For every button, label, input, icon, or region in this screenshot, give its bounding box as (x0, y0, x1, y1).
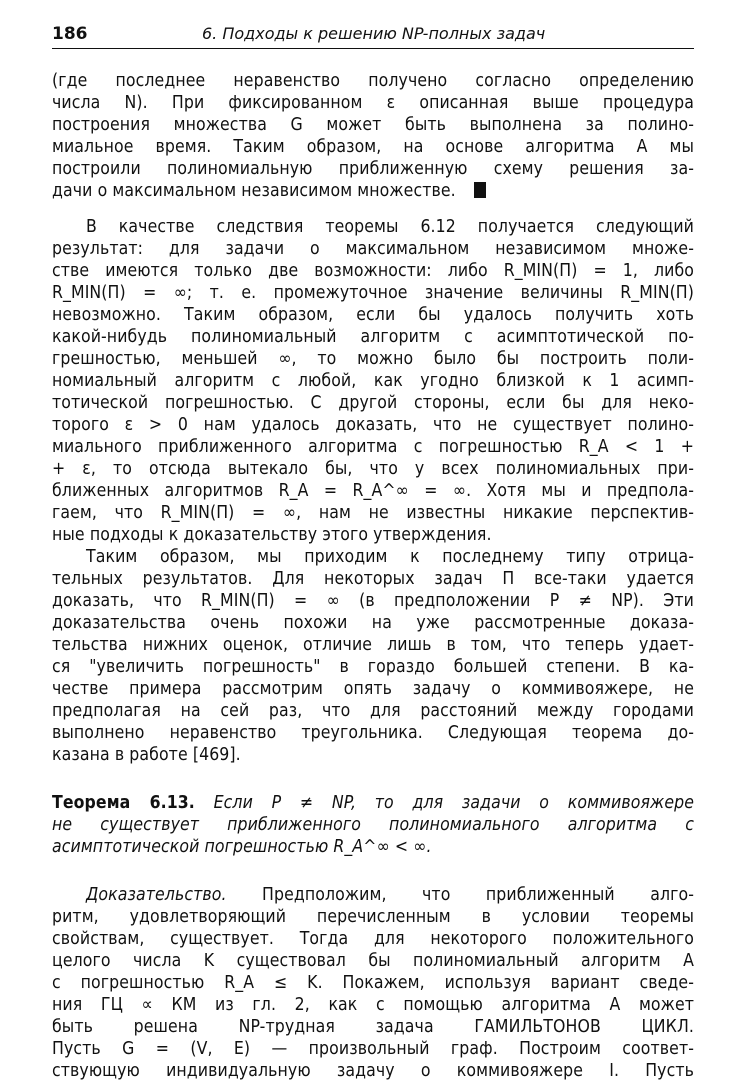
text-line: числа N). При фиксированном ε описанная выше процедура (52, 93, 694, 113)
text-line: ритм, удовлетворяющий перечисленным в условии теоремы (52, 907, 694, 927)
paragraph-2 (52, 216, 694, 546)
text-line: грешностью, меньшей ∞, то можно было бы построить поли- (52, 349, 694, 369)
text-line: доказательства очень похожи на уже рассмотренные доказа- (52, 613, 694, 633)
text-line: тельства нижних оценок, отличие лишь в том, что теперь удает- (52, 635, 694, 655)
text-line: свойствам, существует. Тогда для некоторого положительного (52, 929, 694, 949)
text-line: + ε, то отсюда вытекало бы, что у всех полиномиальных при- (52, 459, 694, 479)
text-line: (где последнее неравенство получено согласно определению (52, 71, 694, 91)
text-line: Если P ≠ NP, то для задачи о коммивояжере (213, 793, 695, 813)
text-line: ближенных алгоритмов R_A = R_A^∞ = ∞. Хотя мы и предпола- (52, 481, 694, 501)
text-line: торого ε > 0 нам удалось доказать, что не существует полино- (52, 415, 694, 435)
text-line: построения множества G может быть выполнена за полино- (52, 115, 694, 135)
page-header (52, 20, 694, 52)
text-line: стве имеются только две возможности: либо R_MIN(Π) = 1, либо (52, 261, 694, 281)
text-line: быть решена NP-трудная задача ГАМИЛЬТОНОВ ЦИКЛ. (52, 1017, 694, 1037)
qed-square-icon (474, 182, 486, 198)
text-line: тотической погрешностью. С другой стороны, если бы для неко- (52, 393, 694, 413)
paragraph-1 (52, 70, 694, 202)
proof-first-line (52, 884, 694, 906)
text-line-with-qed (52, 180, 694, 202)
proof (52, 884, 694, 1082)
section-gap (52, 766, 694, 792)
text-line: невозможно. Таким образом, если бы удалось получить хоть (52, 305, 694, 325)
text-line: построили полиномиальную приближенную схему решения за- (52, 159, 694, 179)
paragraph-3 (52, 546, 694, 766)
text-line: какой-нибудь полиномиальный алгоритм с асимптотической по- (52, 327, 694, 347)
text-line: миальное время. Таким образом, на основе алгоритма A мы (52, 137, 694, 157)
text-line: Предположим, что приближенный алго- (262, 885, 694, 905)
text-line: R_MIN(Π) = ∞; т. е. промежуточное значение величины R_MIN(Π) (52, 283, 694, 303)
proof-title: Доказательство. (86, 885, 227, 905)
text-line: миального приближенного алгоритма с погрешностью R_A < 1 + (52, 437, 694, 457)
text-line: номиальный алгоритм с любой, как угодно близкой к 1 асимп- (52, 371, 694, 391)
text-line: ся "увеличить погрешность" в гораздо большей степени. В ка- (52, 657, 694, 677)
text-line: ные подходы к доказательству этого утверждения. (52, 525, 492, 545)
text-line: честве примера рассмотрим опять задачу о коммивояжере, не (52, 679, 694, 699)
text-line: В качестве следствия теоремы 6.12 получается следующий (86, 217, 694, 237)
running-head: 6. Подходы к решению NP-полных задач (202, 24, 546, 43)
text-line: выполнено неравенство треугольника. Следующая теорема до- (52, 723, 694, 743)
page-number: 186 (52, 24, 88, 44)
text-line: Таким образом, мы приходим к последнему типу отрица- (86, 547, 694, 567)
theorem-title: Теорема 6.13. (52, 793, 195, 813)
text-line: не существует приближенного полиномиального алгоритма с (52, 815, 694, 835)
text-line: с погрешностью R_A ≤ K. Покажем, используя вариант сведе- (52, 973, 694, 993)
paragraph-gap (52, 202, 694, 216)
header-rule (52, 48, 694, 49)
section-gap (52, 858, 694, 884)
text-line: дачи о максимальном независимом множестве. (52, 181, 456, 201)
text-line: казана в работе [469]. (52, 745, 241, 765)
text-line: доказать, что R_MIN(Π) = ∞ (в предположении P ≠ NP). Эти (52, 591, 694, 611)
text-line: Пусть G = (V, E) — произвольный граф. Построим соответ- (52, 1039, 694, 1059)
text-line: результат: для задачи о максимальном независимом множе- (52, 239, 694, 259)
text-line: ствующую индивидуальную задачу о коммивояжере I. Пусть (52, 1061, 694, 1081)
theorem-first-line (52, 792, 694, 814)
page-body (52, 70, 694, 1082)
text-line: тельных результатов. Для некоторых задач Π все-таки удается (52, 569, 694, 589)
text-line: предполагая на сей раз, что для расстояний между городами (52, 701, 694, 721)
text-line: ния ГЦ ∝ КМ из гл. 2, как с помощью алгоритма A может (52, 995, 694, 1015)
text-line: гаем, что R_MIN(Π) = ∞, нам не известны никакие перспектив- (52, 503, 694, 523)
text-line: целого числа K существовал бы полиномиальный алгоритм A (52, 951, 694, 971)
theorem-6-13 (52, 792, 694, 858)
text-line: асимптотической погрешностью R_A^∞ < ∞. (52, 837, 432, 857)
